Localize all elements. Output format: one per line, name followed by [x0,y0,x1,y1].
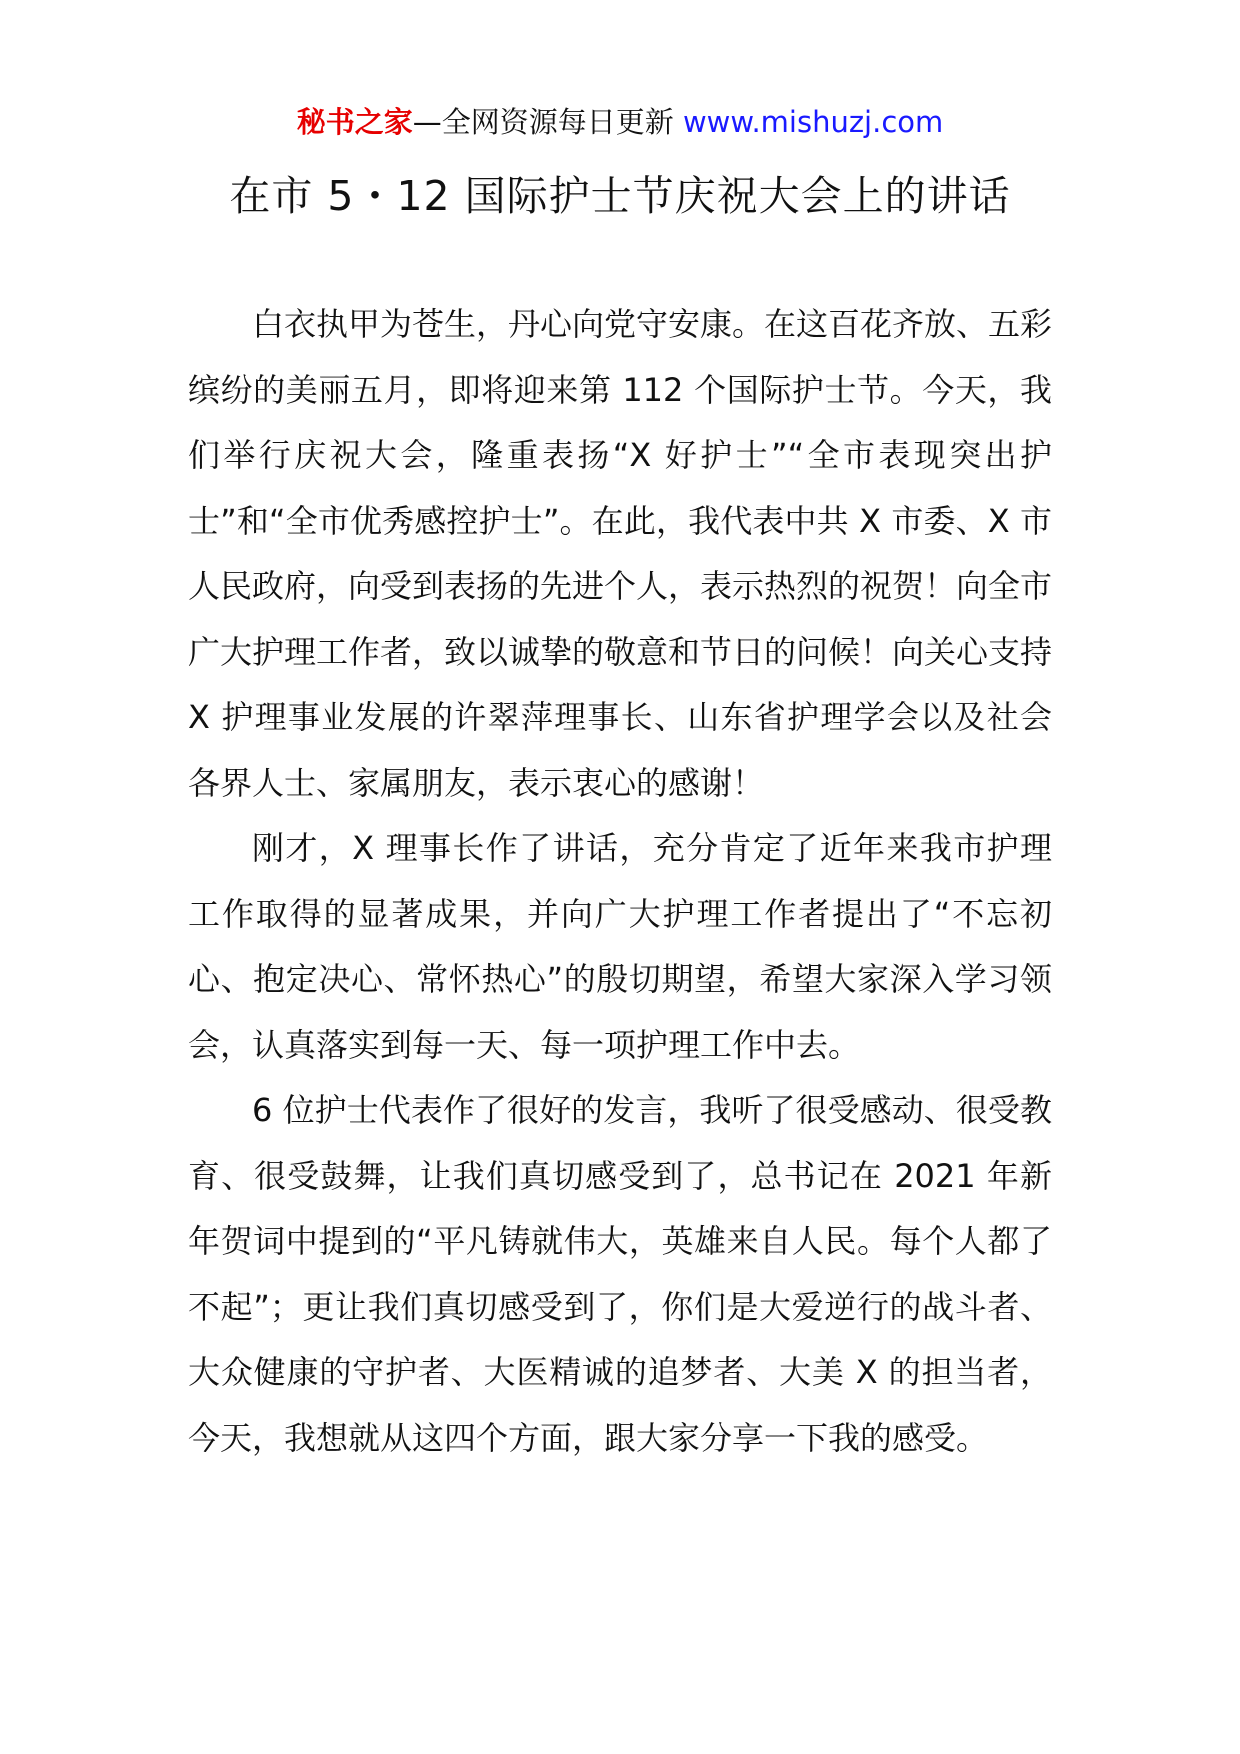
paragraph-3: 6 位护士代表作了很好的发言，我听了很受感动、很受教育、很受鼓舞，让我们真切感受到了，总书记在 2021 年新年贺词中提到的“平凡铸就伟大，英雄来自人民。每个人都了不起”；更让我们真切感受到了，你们是大爱逆行的战斗者、大众健康的守护者、大医精诚的追梦者、大美 X 的担当者，今天，我想就从这四个方面，跟大家分享一下我的感受。 [188,1091,1052,1457]
site-header [0,102,1240,142]
document-title: 在市 5・12 国际护士节庆祝大会上的讲话 [229,172,1011,220]
paragraph-2: 刚才，X 理事长作了讲话，充分肯定了近年来我市护理工作取得的显著成果，并向广大护理工作者提出了“不忘初心、抱定决心、常怀热心”的殷切期望，希望大家深入学习领会，认真落实到每一天、每一项护理工作中去。 [188,829,1052,1064]
document-body [188,292,1052,1471]
site-url-link[interactable]: www.mishuzj.com [682,105,944,139]
paragraph-1: 白衣执甲为苍生，丹心向党守安康。在这百花齐放、五彩缤纷的美丽五月，即将迎来第 112 个国际护士节。今天，我们举行庆祝大会，隆重表扬“X 好护士”“全市表现突出护士”和“全市优秀感控护士”。在此，我代表中共 X 市委、X 市人民政府，向受到表扬的先进个人，表示热烈的祝贺！向全市广大护理工作者，致以诚挚的敬意和节日的问候！向关心支持 X 护理事业发展的许翠萍理事长、山东省护理学会以及社会各界人士、家属朋友，表示衷心的感谢！ [188,305,1053,802]
header-slogan: —全网资源每日更新 [412,105,674,139]
brand-name: 秘书之家 [296,105,413,139]
